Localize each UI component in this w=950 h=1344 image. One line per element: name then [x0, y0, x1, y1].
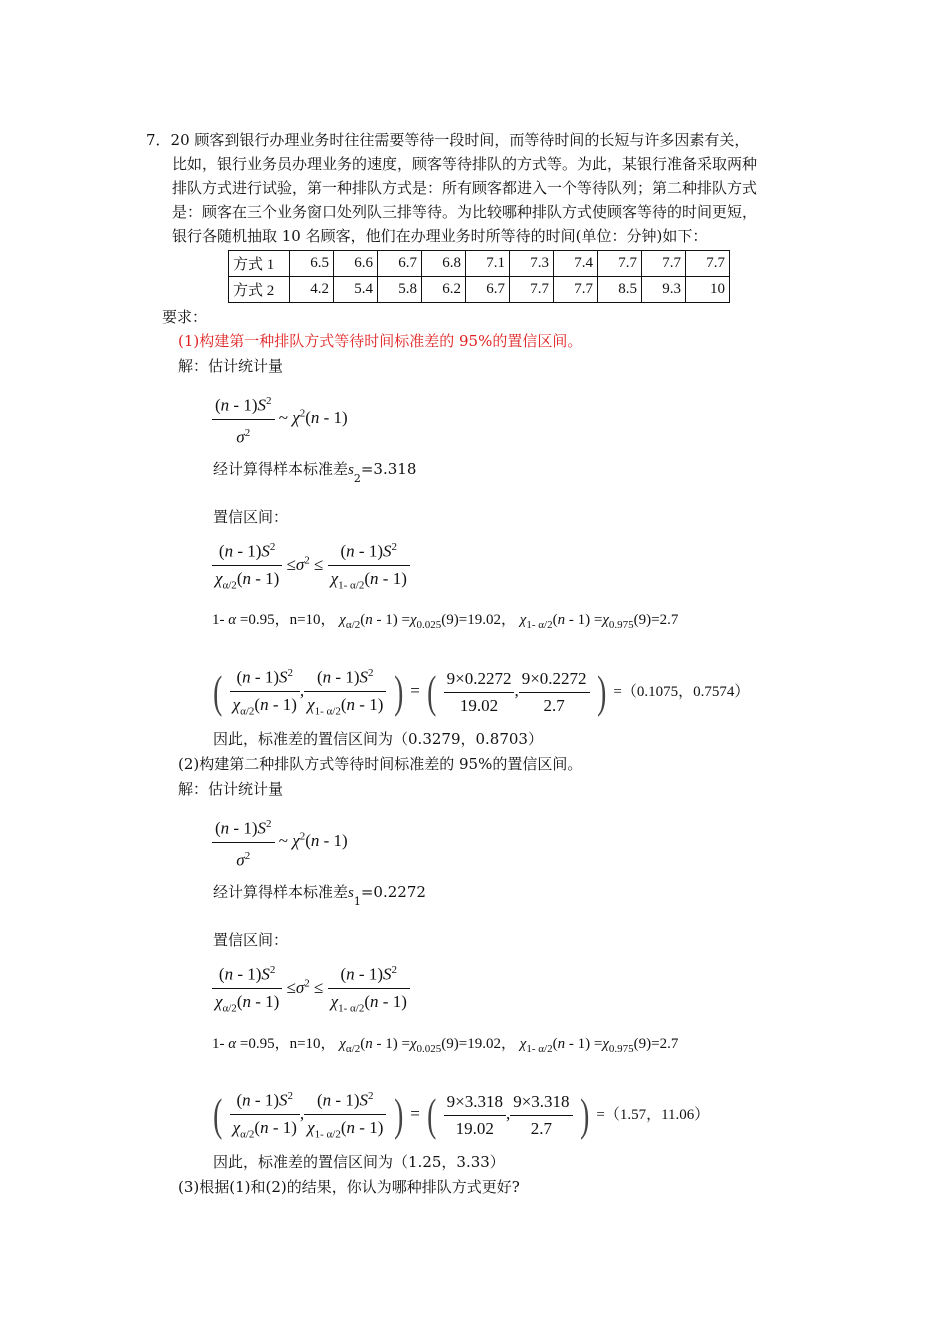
problem-line-4: 是：顾客在三个业务窗口处列队三排等待。为比较哪种排队方式使顾客等待的时间更短，	[172, 203, 758, 221]
table-cell: 7.7	[642, 251, 686, 277]
table-cell: 7.7	[686, 251, 730, 277]
waiting-time-table	[228, 250, 730, 303]
table-cell: 9.3	[642, 277, 686, 303]
table-cell: 6.8	[422, 251, 466, 277]
table-row	[229, 251, 730, 277]
part2-conclusion: 因此，标准差的置信区间为（1.25，3.33）	[213, 1153, 505, 1171]
part1-ci-label: 置信区间：	[213, 508, 289, 526]
table-cell: 8.5	[598, 277, 642, 303]
part1-sample-sd: 经计算得样本标准差$s_2=3.318$	[213, 460, 417, 485]
part1-interval-computation: ( $\frac{(n - 1)S^2}{\chi_{\alpha/2}(n - 1)}$ , $\frac{(n - 1)S^2}{\chi_{1- \alpha/2}(n - 1)}$ ) = ( $\frac{9\times 0.2272}{19.02}$ , $\frac{9\times 0.2272}{2.7}$ ) =（0.1075，0.7574）	[210, 660, 749, 724]
part1-solution-label: 解：估计统计量	[178, 357, 284, 375]
part1-question: (1)构建第一种排队方式等待时间标准差的 95%的置信区间。	[178, 332, 583, 350]
problem-number: 7．20	[146, 131, 190, 149]
table-cell: 6.6	[334, 251, 378, 277]
table-cell: 7.7	[598, 251, 642, 277]
part1-ci-formula: $\frac{(n - 1)S^2}{\chi_{\alpha/2}(n - 1)}$ $\le\sigma^2$ ≤ $\frac{(n - 1)S^2}{\chi_{1- \alpha/2}(n - 1)}$	[212, 534, 410, 598]
problem-line-2: 比如，银行业务员办理业务的速度，顾客等待排队的方式等。为此，某银行准备采取两种	[172, 155, 758, 173]
part1-statistic-formula: $\frac{(n - 1)S^2}{\sigma^2}$ ~ $\chi^2(n - 1)$	[212, 388, 348, 450]
table-cell: 7.7	[510, 277, 554, 303]
row-label: 方式 1	[229, 251, 290, 277]
part2-statistic-formula: $\frac{(n - 1)S^2}{\sigma^2}$ ~ $\chi^2(n - 1)$	[212, 811, 348, 873]
table-cell: 10	[686, 277, 730, 303]
table-cell: 7.3	[510, 251, 554, 277]
table-cell: 7.7	[554, 277, 598, 303]
problem-line-3: 排队方式进行试验，第一种排队方式是：所有顾客都进入一个等待队列；第二种排队方式	[172, 179, 758, 197]
table-cell: 7.4	[554, 251, 598, 277]
row-label: 方式 2	[229, 277, 290, 303]
part2-question: (2)构建第二种排队方式等待时间标准差的 95%的置信区间。	[178, 755, 583, 773]
part2-params: 1- α =0.95，n=10， $\chi_{\alpha/2}(n - 1) =\chi_{0.025}(9)=19.02$， $\chi_{1- \alpha/2}(n - 1) =\chi_{0.975}(9)=2.7$	[212, 1036, 679, 1055]
problem-line-1: 7．20 顾客到银行办理业务时往往需要等待一段时间，而等待时间的长短与许多因素有关，	[146, 131, 750, 149]
problem-line-5: 银行各随机抽取 10 名顾客，他们在办理业务时所等待的时间(单位：分钟)如下：	[172, 227, 708, 245]
table-cell: 5.4	[334, 277, 378, 303]
table-cell: 5.8	[378, 277, 422, 303]
table-cell: 6.7	[378, 251, 422, 277]
table-cell: 6.7	[466, 277, 510, 303]
part2-ci-label: 置信区间：	[213, 931, 289, 949]
requirements-label: 要求：	[162, 308, 208, 326]
table-cell: 4.2	[290, 277, 334, 303]
part2-solution-label: 解：估计统计量	[178, 780, 284, 798]
part1-conclusion: 因此，标准差的置信区间为（0.3279，0.8703）	[213, 730, 543, 748]
part3-question: (3)根据(1)和(2)的结果，你认为哪种排队方式更好?	[178, 1178, 520, 1196]
table-row	[229, 277, 730, 303]
part2-interval-computation: ( $\frac{(n - 1)S^2}{\chi_{\alpha/2}(n - 1)}$ , $\frac{(n - 1)S^2}{\chi_{1- \alpha/2}(n - 1)}$ ) = ( $\frac{9\times 3.318}{19.02}$ , $\frac{9\times 3.318}{2.7}$ ) =（1.57，11.06）	[210, 1083, 709, 1147]
table-cell: 6.5	[290, 251, 334, 277]
part2-sample-sd: 经计算得样本标准差$s_1=0.2272$	[213, 883, 426, 908]
part2-ci-formula: $\frac{(n - 1)S^2}{\chi_{\alpha/2}(n - 1)}$ $\le\sigma^2$ ≤ $\frac{(n - 1)S^2}{\chi_{1- \alpha/2}(n - 1)}$	[212, 957, 410, 1021]
table-cell: 6.2	[422, 277, 466, 303]
part1-params: 1- α =0.95，n=10， $\chi_{\alpha/2}(n - 1) =\chi_{0.025}(9)=19.02$， $\chi_{1- \alpha/2}(n - 1) =\chi_{0.975}(9)=2.7$	[212, 612, 679, 631]
table-cell: 7.1	[466, 251, 510, 277]
